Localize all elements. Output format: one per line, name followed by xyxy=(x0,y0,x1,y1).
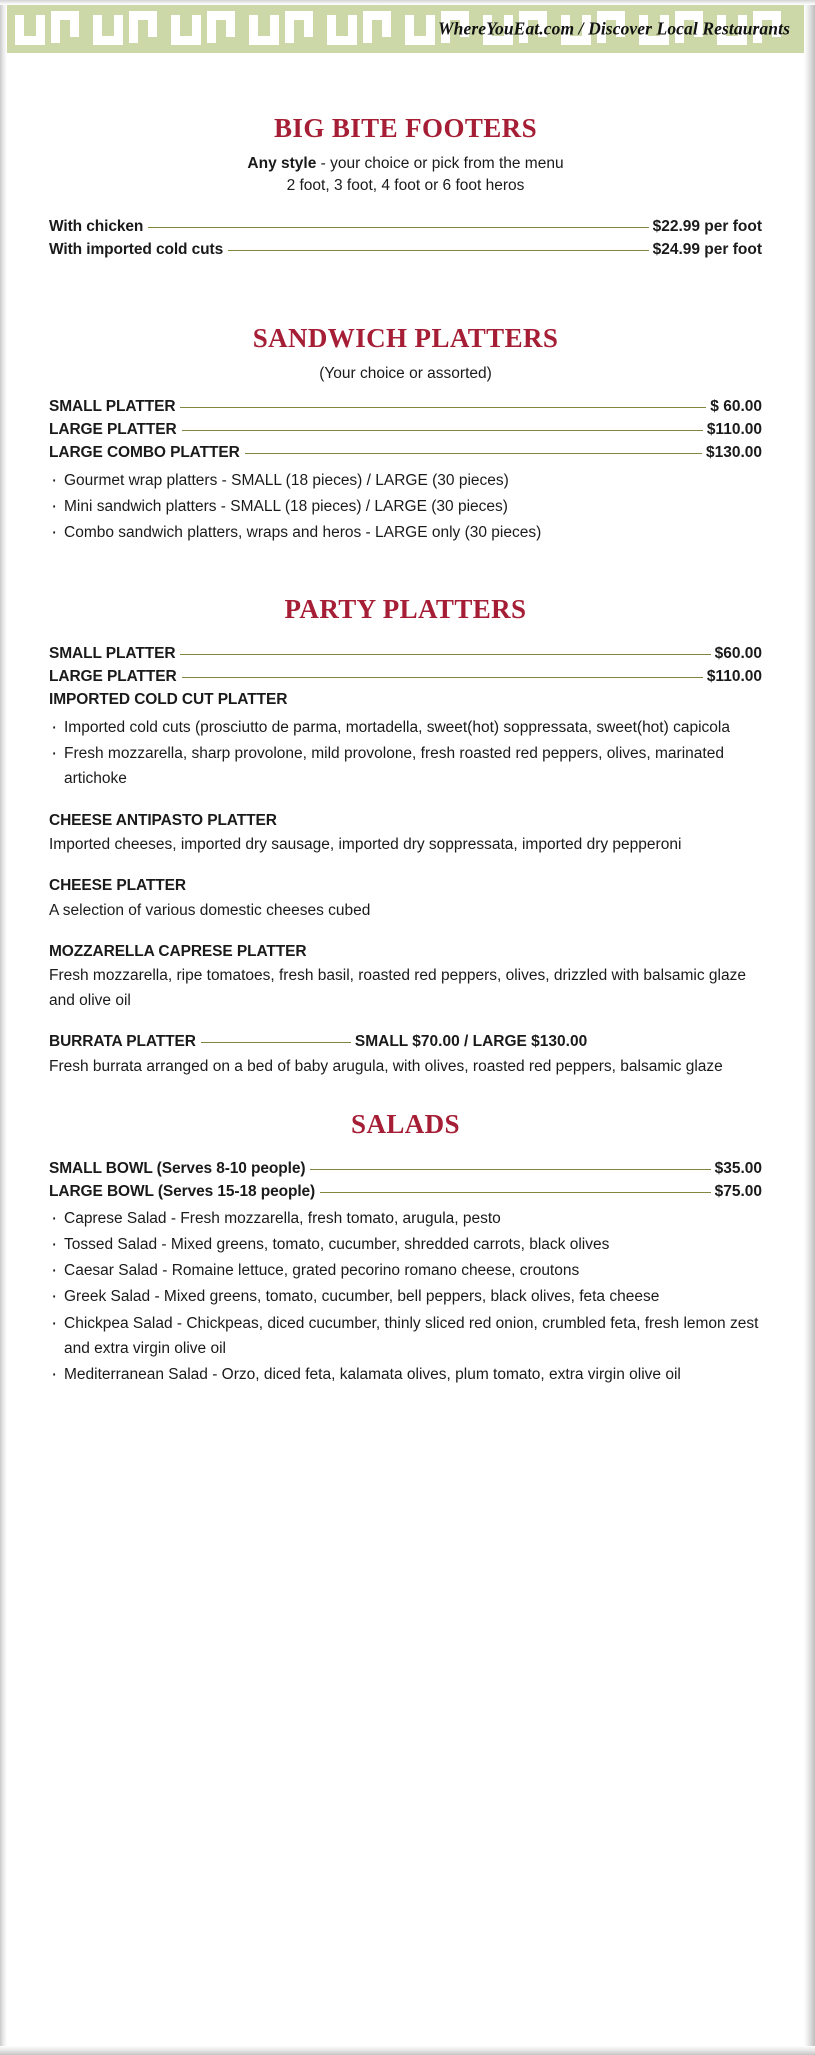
menu-row-price: SMALL $70.00 / LARGE $130.00 xyxy=(354,1033,588,1051)
section-salads xyxy=(49,1079,762,1387)
leader-line xyxy=(228,250,649,251)
menu-row-small-bowl xyxy=(49,1157,762,1180)
leader-line xyxy=(201,1042,351,1043)
section-subtitle-any-style xyxy=(49,153,762,175)
menu-row-price: $24.99 per foot xyxy=(652,241,762,259)
list-item: · Caprese Salad - Fresh mozzarella, fresh tomato, arugula, pesto xyxy=(49,1206,762,1231)
leader-line xyxy=(310,1169,710,1170)
menu-row-party-large-platter xyxy=(49,665,762,688)
menu-row-price: $110.00 xyxy=(706,668,762,686)
list-item: · Chickpea Salad - Chickpeas, diced cucumber, thinly sliced red onion, crumbled feta, fresh lemon zest and extra virgin olive oil xyxy=(49,1311,762,1361)
leader-line xyxy=(320,1192,710,1193)
page-edge-right xyxy=(804,4,815,2047)
leader-line xyxy=(182,677,703,678)
section-subtitle-sizes: 2 foot, 3 foot, 4 foot or 6 foot heros xyxy=(286,177,525,195)
item-heading-cheese-antipasto-platter: CHEESE ANTIPASTO PLATTER xyxy=(49,812,277,830)
section-sandwich-platters xyxy=(49,261,762,545)
menu-row-large-combo-platter xyxy=(49,441,762,464)
any-style-bold: Any style xyxy=(247,155,317,172)
menu-row-with-chicken xyxy=(49,215,762,238)
leader-line xyxy=(245,453,702,454)
salad-bullets xyxy=(49,1206,762,1387)
item-heading-cheese-platter: CHEESE PLATTER xyxy=(49,877,186,895)
menu-row-burrata-platter xyxy=(49,1030,762,1053)
item-desc-cheese-antipasto-platter: Imported cheeses, imported dry sausage, imported dry soppressata, imported dry pepperoni xyxy=(49,836,682,854)
menu-row-label: SMALL PLATTER xyxy=(49,397,176,415)
menu-row-price: $110.00 xyxy=(706,421,762,439)
menu-row-price: $60.00 xyxy=(714,644,762,662)
leader-line xyxy=(148,227,648,228)
site-banner xyxy=(7,5,804,53)
section-title-big-bite-footers: BIG BITE FOOTERS xyxy=(274,113,537,143)
menu-row-price: $35.00 xyxy=(714,1159,762,1177)
menu-row-label: LARGE PLATTER xyxy=(49,421,177,439)
menu-row-label: SMALL PLATTER xyxy=(49,644,176,662)
menu-row-large-platter xyxy=(49,418,762,441)
section-big-bite-footers xyxy=(49,113,762,261)
leader-line xyxy=(182,430,703,431)
item-heading-mozzarella-caprese-platter: MOZZARELLA CAPRESE PLATTER xyxy=(49,942,307,960)
section-title-salads: SALADS xyxy=(351,1108,460,1139)
menu-row-label: With imported cold cuts xyxy=(49,241,224,259)
section-subtitle-your-choice: (Your choice or assorted) xyxy=(319,365,492,383)
item-desc-cheese-platter: A selection of various domestic cheeses cubed xyxy=(49,901,371,919)
list-item: · Tossed Salad - Mixed greens, tomato, cucumber, shredded carrots, black olives xyxy=(49,1232,762,1257)
list-item: · Combo sandwich platters, wraps and heros - LARGE only (30 pieces) xyxy=(49,520,762,545)
menu-row-price: $ 60.00 xyxy=(710,397,762,415)
menu-row-label: BURRATA PLATTER xyxy=(49,1033,196,1051)
list-item: · Gourmet wrap platters - SMALL (18 pieces) / LARGE (30 pieces) xyxy=(49,468,762,493)
section-title-party-platters: PARTY PLATTERS xyxy=(284,593,527,624)
any-style-rest: - your choice or pick from the menu xyxy=(316,155,564,172)
item-desc-burrata-platter: Fresh burrata arranged on a bed of baby arugula, with olives, roasted red peppers, balsamic glaze xyxy=(49,1057,723,1075)
list-item: · Imported cold cuts (prosciutto de parma, mortadella, sweet(hot) soppressata, sweet(hot) capicola xyxy=(49,715,762,740)
leader-line xyxy=(180,654,710,655)
section-title-sandwich-platters: SANDWICH PLATTERS xyxy=(252,323,559,354)
list-item: · Greek Salad - Mixed greens, tomato, cucumber, bell peppers, black olives, feta cheese xyxy=(49,1284,762,1309)
menu-content xyxy=(7,53,804,1388)
section-party-platters xyxy=(49,546,762,1079)
menu-row-price: $22.99 per foot xyxy=(652,217,762,235)
menu-row-small-platter xyxy=(49,395,762,418)
page-edge-left xyxy=(0,4,7,2047)
menu-row-price: $75.00 xyxy=(714,1182,762,1200)
menu-row-large-bowl xyxy=(49,1180,762,1203)
sandwich-platter-bullets xyxy=(49,468,762,545)
list-item: · Mini sandwich platters - SMALL (18 pieces) / LARGE (30 pieces) xyxy=(49,494,762,519)
item-desc-mozzarella-caprese-platter: Fresh mozzarella, ripe tomatoes, fresh basil, roasted red peppers, olives, drizzled with balsamic glaze and olive oil xyxy=(49,967,746,1010)
menu-row-price: $130.00 xyxy=(705,444,762,462)
menu-row-label: With chicken xyxy=(49,217,144,235)
item-heading-imported-cold-cut-platter: IMPORTED COLD CUT PLATTER xyxy=(49,691,288,709)
leader-line xyxy=(180,407,706,408)
list-item: · Fresh mozzarella, sharp provolone, mild provolone, fresh roasted red peppers, olives, marinated artichoke xyxy=(49,741,762,791)
menu-row-label: LARGE PLATTER xyxy=(49,668,177,686)
menu-row-label: LARGE BOWL (Serves 15-18 people) xyxy=(49,1182,316,1200)
menu-row-label: LARGE COMBO PLATTER xyxy=(49,444,240,462)
menu-row-party-small-platter xyxy=(49,642,762,665)
list-item: · Mediterranean Salad - Orzo, diced feta, kalamata olives, plum tomato, extra virgin olive oil xyxy=(49,1362,762,1387)
banner-title: WhereYouEat.com / Discover Local Restaurants xyxy=(438,18,790,39)
menu-row-label: SMALL BOWL (Serves 8-10 people) xyxy=(49,1159,306,1177)
page-edge-bottom xyxy=(0,2046,815,2055)
list-item: · Caesar Salad - Romaine lettuce, grated pecorino romano cheese, croutons xyxy=(49,1258,762,1283)
menu-row-with-cold-cuts xyxy=(49,238,762,261)
imported-cold-cut-bullets xyxy=(49,715,762,791)
